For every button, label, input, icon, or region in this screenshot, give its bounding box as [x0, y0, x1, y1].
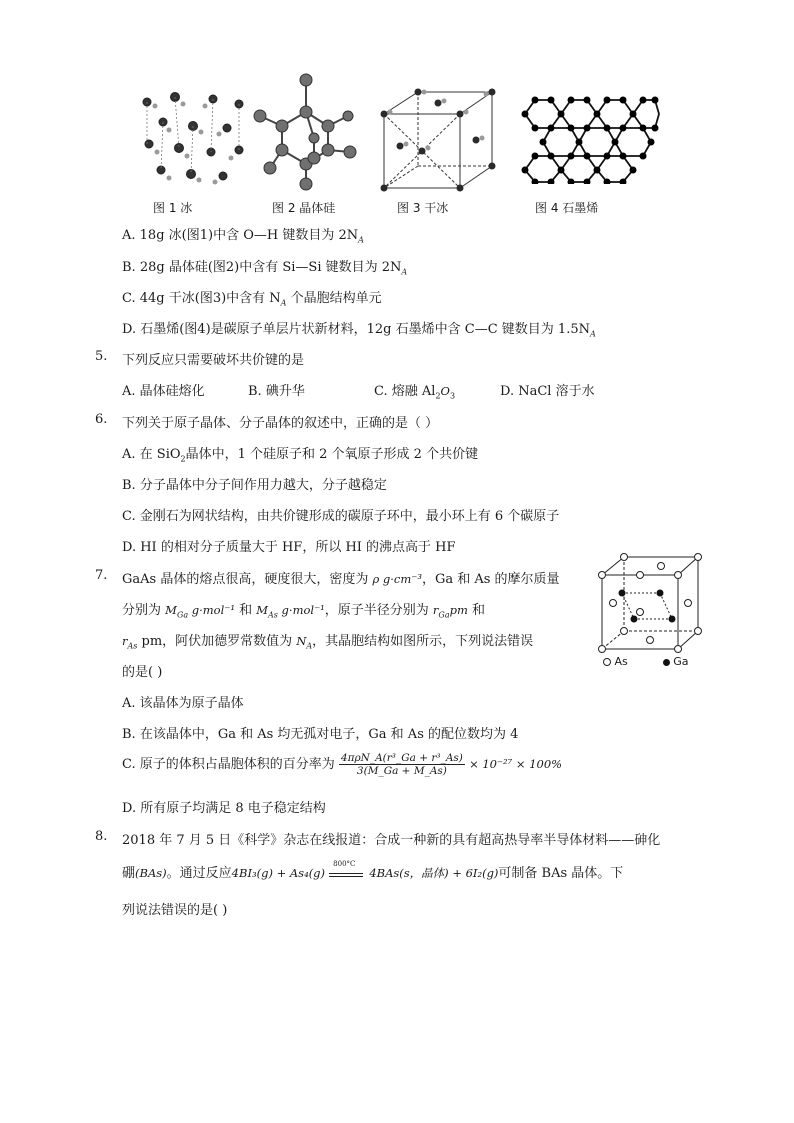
figure-3-caption: 图 3 干冰	[397, 201, 449, 215]
q5-option-c: C. 熔融 $Al_2O_3$	[374, 384, 456, 401]
figure-4-caption: 图 4 石墨烯	[535, 201, 599, 215]
as-legend-label: As	[614, 655, 628, 668]
figure-1-caption: 图 1 冰	[153, 201, 193, 215]
q7-option-c: C. 原子的体积占晶胞体积的百分率为 $\frac{\text{4πρN\_A(r³\_Ga + r³\_As)}}{3(M\_Ga + M\_As)}$ × 10⁻²⁷ × 100%	[122, 752, 563, 777]
q8-number: 8.	[95, 829, 108, 844]
ga-legend-label: Ga	[673, 655, 689, 668]
figure-2-caption: 图 2 晶体硅	[272, 201, 336, 215]
q7-stem-line2: 分别为 $M_{Ga}$ g·mol⁻¹ 和 $M_{As}$ g·mol⁻¹，原子半径分别为 $r_{Ga}pm$ 和	[122, 603, 486, 620]
q4-option-c: C. 44g 干冰(图3)中含有 $N_A$ 个晶胞结构单元	[122, 291, 382, 308]
figure-ice-structure	[135, 82, 250, 192]
q5-number: 5.	[95, 349, 108, 364]
q6-stem: 下列关于原子晶体、分子晶体的叙述中，正确的是（ ）	[122, 416, 439, 431]
q7-stem-line1: GaAs 晶体的熔点很高，硬度很大，密度为 ρ g·cm⁻³，Ga 和 As 的摩尔质量	[122, 572, 560, 587]
q6-option-a: A. 在 SiO$_2$晶体中，1 个硅原子和 2 个氧原子形成 2 个共价键	[122, 447, 479, 464]
q5-stem: 下列反应只需要破坏共价键的是	[122, 353, 305, 368]
q7-option-c-fraction: $\frac{\text{4πρN\_A(r³\_Ga + r³\_As)}}{3(M\_Ga + M\_As)}$	[340, 752, 463, 777]
q8-stem-line3: 列说法错误的是( )	[122, 903, 228, 918]
gaas-legend	[603, 655, 689, 668]
q5-option-b: B. 碘升华	[248, 384, 305, 399]
q7-stem-line4: 的是( )	[122, 665, 163, 680]
q7-number: 7.	[95, 568, 108, 583]
reaction-condition-arrow: 800°C	[329, 867, 365, 881]
q5-option-d: D. NaCl 溶于水	[500, 384, 595, 399]
q7-option-d: D. 所有原子均满足 8 电子稳定结构	[122, 801, 326, 816]
figure-dry-ice-cell	[378, 86, 500, 194]
figure-graphene	[515, 92, 661, 184]
q4-option-d: D. 石墨烯(图4)是碳原子单层片状新材料，12g 石墨烯中含 C—C 键数目为 $1.5N_A$	[122, 322, 596, 339]
as-legend-symbol	[603, 658, 611, 666]
q8-stem-line2: 硼(BAs)。通过反应4BI₃(g) + As₄(g) 800°C 4BAs(s，晶体) + 6I₂(g)可制备 BAs 晶体。下	[122, 859, 624, 881]
q7-option-b: B. 在该晶体中，Ga 和 As 均无孤对电子，Ga 和 As 的配位数均为 4	[122, 727, 519, 742]
q6-option-c: C. 金刚石为网状结构，由共价键形成的碳原子环中，最小环上有 6 个碳原子	[122, 509, 560, 524]
q5-option-a: A. 晶体硅熔化	[122, 384, 205, 399]
q8-stem-line1: 2018 年 7 月 5 日《科学》杂志在线报道：合成一种新的具有超高热导率半导体材料——砷化	[122, 833, 661, 848]
figure-silicon-crystal	[250, 72, 365, 192]
q4-option-b: B. 28g 晶体硅(图2)中含有 Si—Si 键数目为 $2N_A$	[122, 260, 408, 277]
q6-option-d: D. HI 的相对分子质量大于 HF，所以 HI 的沸点高于 HF	[122, 540, 456, 555]
ga-legend-symbol	[663, 659, 670, 666]
q7-option-a: A. 该晶体为原子晶体	[122, 696, 244, 711]
gaas-unit-cell-figure	[598, 553, 702, 653]
q7-stem-line3: $r_{As}$ pm，阿伏加德罗常数值为 $N_A$，其晶胞结构如图所示，下列说法错误	[122, 634, 534, 651]
q6-number: 6.	[95, 412, 108, 427]
q6-option-b: B. 分子晶体中分子间作用力越大，分子越稳定	[122, 478, 387, 493]
q4-option-a: A. 18g 冰(图1)中含 O—H 键数目为 $2N_A$	[122, 228, 364, 245]
